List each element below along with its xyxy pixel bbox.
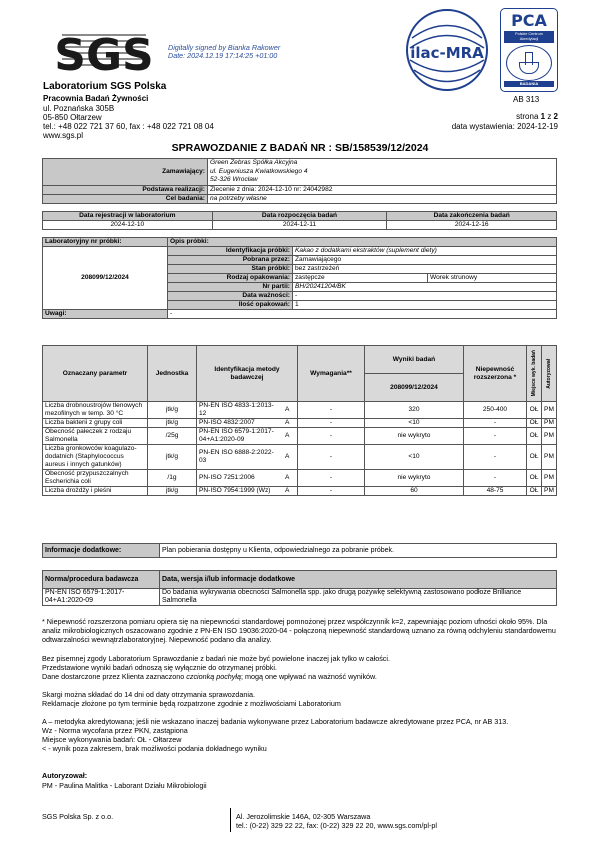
complaint-notes: Skargi można składać do 14 dni od daty otrzymania sprawozdania. Reklamacje złożone po tym terminie będą rozpatrzone zgodnie z możliwościami Laboratorium <box>42 690 341 708</box>
param-cell: Obecność pałeczek z rodzaju Salmonella <box>43 428 148 445</box>
norm-header: Norma/procedura badawcza <box>43 571 160 589</box>
accredited-cell: A <box>283 402 298 419</box>
author-cell: PM <box>542 428 557 445</box>
uncertainty-note: * Niepewność rozszerzona pomiaru opiera się na niepewności standardowej pomnożonej przez współczynnik k=2, zapewniając poziom ufności około 95%. Dla analiz mikrobiologicznych oszacowano zgodnie z PN-EN ISO 19036:2020-04 - połączoną niepewność standardową uznano za równą odchyleniu standardowemu odtwarzalności wewnątrzlaboratoryjnej. Niepewność podano dla analizy. <box>42 617 556 644</box>
unit-cell: jtk/g <box>148 419 197 428</box>
result-cell: nie wykryto <box>365 428 464 445</box>
requirement-cell: - <box>298 487 365 496</box>
ilac-mra-logo <box>402 8 492 93</box>
norm-info-value: Do badania wykrywania obecności Salmonella spp. jako drugą pożywkę selektywną zastosowano podłoże Brilliance Salmonella <box>160 589 557 606</box>
registration-date: 2024-12-10 <box>43 221 213 230</box>
author-cell: PM <box>542 445 557 470</box>
sample-state-label: Stan próbki: <box>168 265 293 274</box>
param-cell: Liczba gronkowców koagulazo-dodatnich (Staphylococcus aureus i innych gatunków) <box>43 445 148 470</box>
author-cell: PM <box>542 402 557 419</box>
pca-badania: BADANIA <box>504 81 554 87</box>
table-row <box>43 487 557 496</box>
authorized-label: Autoryzował: <box>42 771 88 780</box>
unit-cell: jtk/g <box>148 445 197 470</box>
place-cell: OŁ <box>527 445 542 470</box>
pca-sub-2: Akredytacji <box>519 37 539 41</box>
ilac-mra-text: ilac-MRA <box>410 44 484 62</box>
expiry-value: - <box>293 292 557 301</box>
place-cell: OŁ <box>527 428 542 445</box>
param-cell: Obecność przypuszczalnych Escherichia coli <box>43 470 148 487</box>
requirement-cell: - <box>298 419 365 428</box>
sample-id-label: Identyfikacja próbki: <box>168 247 293 256</box>
dates-table <box>42 211 557 230</box>
unit-cell: jtk/g <box>148 487 197 496</box>
place-cell: OŁ <box>527 487 542 496</box>
accredited-cell: A <box>283 445 298 470</box>
footer-company: SGS Polska Sp. z o.o. <box>42 812 114 821</box>
signature-line-2: Date: 2024.12.19 17:14:25 +01:00 <box>168 51 278 60</box>
footer-address: Al. Jerozolimskie 146A, 02-305 Warszawa <box>236 812 371 821</box>
col-requirements: Wymagania** <box>298 346 365 402</box>
lab-name: Laboratorium SGS Polska <box>43 81 167 92</box>
basis-label: Podstawa realizacji: <box>43 185 208 194</box>
client-table <box>42 158 557 204</box>
requirement-cell: - <box>298 445 365 470</box>
purpose-value: na potrzeby własne <box>208 194 557 203</box>
table-row <box>43 470 557 487</box>
sgs-logo <box>54 26 154 81</box>
client-label: Zamawiający: <box>43 159 208 186</box>
sample-id-value: Kakao z dodatkami ekstraktów (suplement diety) <box>293 247 557 256</box>
table-row <box>43 445 557 470</box>
table-row <box>43 402 557 419</box>
result-cell: 320 <box>365 402 464 419</box>
lab-department: Pracownia Badań Żywności <box>43 94 149 103</box>
legend-notes: A – metodyka akredytowana; jeśli nie wskazano inaczej badania wykonywane przez Laboratorium badawcze akredytowane przez PCA, nr AB 313. Wz - Norma wycofana przez PKN, zastąpiona Miejsce wykonywania badań: OŁ - Ołtarzew < - wynik poza zakresem, brak możliwości podania dokładnego wyniku <box>42 717 509 753</box>
result-cell: nie wykryto <box>365 470 464 487</box>
col-results: Wyniki badań <box>365 346 464 374</box>
col-uncertainty: Niepewność rozszerzona * <box>464 346 527 402</box>
accreditation-number: AB 313 <box>513 95 540 104</box>
requirement-cell: - <box>298 402 365 419</box>
packaging-extra: Worek strunowy <box>428 274 557 283</box>
col-unit: Jednostka <box>148 346 197 402</box>
method-cell: PN-ISO 7954:1999 (Wz) <box>197 487 284 496</box>
table-row <box>43 428 557 445</box>
end-date-label: Data zakończenia badań <box>387 212 557 221</box>
start-date: 2024-12-11 <box>212 221 387 230</box>
additional-info-table <box>42 543 557 558</box>
lab-phone: tel.: +48 022 721 37 60, fax : +48 022 721 08 04 <box>43 122 214 131</box>
method-cell: PN-EN ISO 6579-1:2017-04+A1:2020-09 <box>197 428 284 445</box>
issue-date: data wystawienia: 2024-12-19 <box>451 122 558 131</box>
pca-sub-1: Polskie Centrum <box>515 32 543 36</box>
col-authorized: Autoryzował <box>542 346 557 402</box>
requirement-cell: - <box>298 428 365 445</box>
col-param: Oznaczany parametr <box>43 346 148 402</box>
norm-value: PN-EN ISO 6579-1:2017-04+A1:2020-09 <box>43 589 160 606</box>
param-cell: Liczba drobnoustrojów tlenowych mezofilnych w temp. 30 °C <box>43 402 148 419</box>
start-date-label: Data rozpoczęcia badań <box>212 212 387 221</box>
norm-table <box>42 570 557 606</box>
pack-count-value: 1 <box>293 301 557 310</box>
unit-cell: jtk/g <box>148 402 197 419</box>
remarks-value: - <box>168 310 557 319</box>
sampled-by-label: Pobrana przez: <box>168 256 293 265</box>
table-row <box>43 419 557 428</box>
result-cell: <10 <box>365 445 464 470</box>
result-cell: <10 <box>365 419 464 428</box>
uncertainty-cell: - <box>464 445 527 470</box>
footer-divider <box>230 808 231 832</box>
accredited-cell: A <box>283 470 298 487</box>
pca-logo <box>500 8 558 92</box>
param-cell: Liczba bakterii z grupy coli <box>43 419 148 428</box>
page-number: strona 1 z 2 <box>516 112 558 121</box>
method-cell: PN-EN ISO 6888-2:2022-03 <box>197 445 284 470</box>
accredited-cell: A <box>283 419 298 428</box>
sample-state-value: bez zastrzeżeń <box>293 265 557 274</box>
basis-value: Zlecenie z dnia: 2024-12-10 nr: 24042982 <box>208 185 557 194</box>
place-cell: OŁ <box>527 402 542 419</box>
uncertainty-cell: - <box>464 419 527 428</box>
lab-website[interactable]: www.sgs.pl <box>43 131 84 140</box>
results-table <box>42 345 557 496</box>
report-title: SPRAWOZDANIE Z BADAŃ NR : SB/158539/12/2024 <box>171 142 429 154</box>
method-cell: PN-ISO 7251:2006 <box>197 470 284 487</box>
sample-table <box>42 237 557 319</box>
pca-title: PCA <box>511 11 547 30</box>
norm-info-header: Data, wersja i/lub informacje dodatkowe <box>160 571 557 589</box>
method-cell: PN-EN ISO 4833-1:2013-12 <box>197 402 284 419</box>
expiry-label: Data ważności: <box>168 292 293 301</box>
sampled-by-value: Zamawiającego <box>293 256 557 265</box>
authorized-value: PM - Paulina Malitka - Laborant Działu Mikrobiologii <box>42 781 207 790</box>
end-date: 2024-12-16 <box>387 221 557 230</box>
result-cell: 60 <box>365 487 464 496</box>
flask-icon <box>506 45 552 81</box>
additional-info-value: Plan pobierania dostępny u Klienta, odpowiedzialnego za pobranie próbek. <box>160 544 557 558</box>
place-cell: OŁ <box>527 419 542 428</box>
signature-line-1: Digitally signed by Bianka Rakower <box>168 43 281 52</box>
accredited-cell: A <box>283 428 298 445</box>
purpose-label: Cel badania: <box>43 194 208 203</box>
lab-number-label: Laboratoryjny nr próbki: <box>43 238 168 247</box>
footer-contact: tel.: (0-22) 329 22 22, fax: (0-22) 329 22 20, www.sgs.com/pl-pl <box>236 821 437 830</box>
client-value: Green Zebras Spółka Akcyjna ul. Eugeniusza Kwiatkowskiego 4 52-326 Wrocław <box>208 159 557 186</box>
copy-notes: Bez pisemnej zgody Laboratorium Sprawozdanie z badań nie może być powielone inaczej jak tylko w całości. Przedstawione wyniki badań odnoszą się wyłącznie do otrzymanej próbki. Dane dostarczone przez Klienta zaznaczono czcionką pochyłą; mogą one wpływać na ważność wyników. <box>42 654 390 681</box>
method-cell: PN-ISO 4832:2007 <box>197 419 284 428</box>
lab-address-1: ul. Poznańska 305B <box>43 104 115 113</box>
place-cell: OŁ <box>527 470 542 487</box>
unit-cell: /1g <box>148 470 197 487</box>
param-cell: Liczba drożdży i pleśni <box>43 487 148 496</box>
author-cell: PM <box>542 470 557 487</box>
uncertainty-cell: - <box>464 470 527 487</box>
remarks-label: Uwagi: <box>43 310 168 319</box>
packaging-label: Rodzaj opakowania: <box>168 274 293 283</box>
col-method: Identyfikacja metody badawczej <box>197 346 298 402</box>
unit-cell: /25g <box>148 428 197 445</box>
batch-value: BH/20241204/BK <box>293 283 557 292</box>
registration-date-label: Data rejestracji w laboratorium <box>43 212 213 221</box>
col-sample-number: 208099/12/2024 <box>365 374 464 402</box>
uncertainty-cell: - <box>464 428 527 445</box>
requirement-cell: - <box>298 470 365 487</box>
lab-address-2: 05-850 Ołtarzew <box>43 113 102 122</box>
additional-info-label: Informacje dodatkowe: <box>43 544 160 558</box>
pack-count-label: Ilość opakowań: <box>168 301 293 310</box>
sample-description-label: Opis próbki: <box>168 238 557 247</box>
sgs-logo-text: SGS <box>54 30 154 81</box>
uncertainty-cell: 250-400 <box>464 402 527 419</box>
author-cell: PM <box>542 419 557 428</box>
packaging-value: zastępcze <box>293 274 428 283</box>
author-cell: PM <box>542 487 557 496</box>
lab-number: 208099/12/2024 <box>43 247 168 310</box>
accredited-cell: A <box>283 487 298 496</box>
uncertainty-cell: 48-75 <box>464 487 527 496</box>
col-place: Miejsce wyk. badań <box>527 346 542 402</box>
batch-label: Nr partii: <box>168 283 293 292</box>
